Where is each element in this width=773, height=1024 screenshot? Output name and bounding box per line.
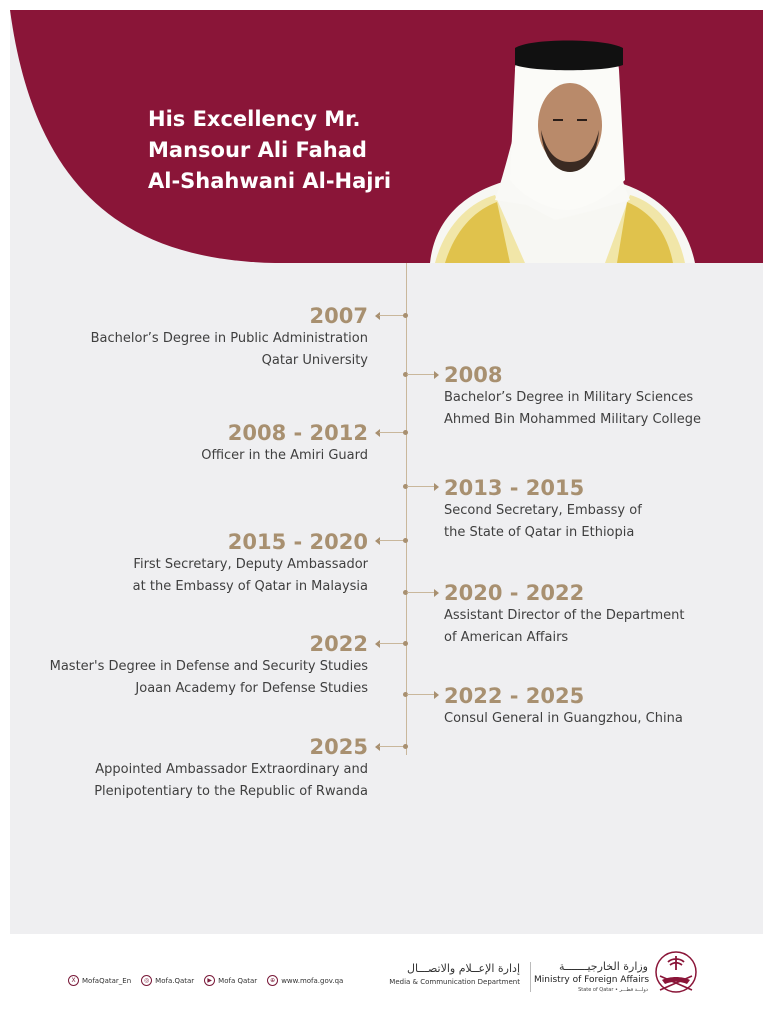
entry-line: Master's Degree in Defense and Security Studies [49,659,368,674]
social-label: Mofa.Qatar [155,976,195,985]
social-label: MofaQatar_En [82,976,132,985]
portrait-photo [415,30,705,263]
qatar-emblem-icon [652,950,700,996]
entry-line: Bachelor’s Degree in Military Sciences [444,390,694,405]
entry-year: 2022 [309,632,368,656]
ministry-arabic: وزارة الخارجيـــــــة [559,960,648,973]
timeline-entry-2020-2022 [444,581,685,649]
entry-line: Plenipotentiary to the Republic of Rwanda [94,784,368,799]
entry-line: Appointed Ambassador Extraordinary and [95,762,368,777]
x-icon: X [68,975,79,986]
connector-arrow [375,742,407,752]
connector-arrow [403,482,439,492]
entry-line: Assistant Director of the Department [444,608,685,623]
social-website[interactable] [267,975,343,986]
connector-arrow [375,639,407,649]
social-x[interactable] [68,975,131,986]
timeline-entry-2008 [444,363,701,431]
entry-line: Consul General in Guangzhou, China [444,711,683,726]
entry-line: Second Secretary, Embassy of [444,503,642,518]
page-title [148,104,428,197]
entry-year: 2015 - 2020 [227,530,368,554]
entry-line: at the Embassy of Qatar in Malaysia [132,579,368,594]
footer-divider [530,962,531,992]
connector-arrow [403,588,439,598]
entry-line: Qatar University [261,353,368,368]
entry-line: the State of Qatar in Ethiopia [444,525,635,540]
social-instagram[interactable] [141,975,194,986]
department-logo [385,962,520,988]
entry-line: Joaan Academy for Defense Studies [135,681,368,696]
entry-year: 2008 [444,363,503,387]
entry-year: 2013 - 2015 [444,476,585,500]
social-label: www.mofa.gov.qa [281,976,344,985]
department-arabic: إدارة الإعــلام والاتصـــال [406,962,520,975]
social-label: Mofa Qatar [218,976,258,985]
connector-arrow [375,536,407,546]
social-links [68,975,343,986]
timeline-entry-2025 [94,735,368,803]
entry-line: Ahmed Bin Mohammed Military College [444,412,701,427]
ministry-logo-text [534,960,648,994]
timeline-entry-2022 [50,632,368,700]
entry-year: 2022 - 2025 [444,684,585,708]
connector-arrow [375,311,407,321]
entry-line: First Secretary, Deputy Ambassador [133,557,368,572]
instagram-icon: ◎ [141,975,152,986]
timeline-entry-2013-2015 [444,476,642,544]
entry-line: Bachelor’s Degree in Public Administration [90,331,368,346]
entry-line: Officer in the Amiri Guard [201,448,368,463]
ministry-english: Ministry of Foreign Affairs [534,975,650,985]
entry-year: 2008 - 2012 [227,421,368,445]
entry-year: 2025 [309,735,368,759]
timeline-entry-2007 [91,304,368,372]
social-youtube[interactable] [204,975,257,986]
connector-arrow [403,690,439,700]
ministry-state: State of Qatar • دولـــة قطـــر [578,987,648,993]
timeline-entry-2015-2020 [133,530,368,598]
entry-year: 2020 - 2022 [444,581,585,605]
entry-line: of American Affairs [444,630,569,645]
entry-year: 2007 [309,304,368,328]
timeline-entry-2008-2012 [201,421,368,467]
title-line-2: Mansour Ali Fahad [148,138,367,162]
connector-arrow [375,428,407,438]
timeline-axis [406,263,407,755]
timeline-entry-2022-2025 [444,684,683,730]
globe-icon: ⊕ [267,975,278,986]
youtube-icon: ▶ [204,975,215,986]
connector-arrow [403,370,439,380]
department-english: Media & Communication Department [389,978,520,986]
title-line-3: Al-Shahwani Al-Hajri [148,169,392,193]
title-line-1: His Excellency Mr. [148,107,361,131]
